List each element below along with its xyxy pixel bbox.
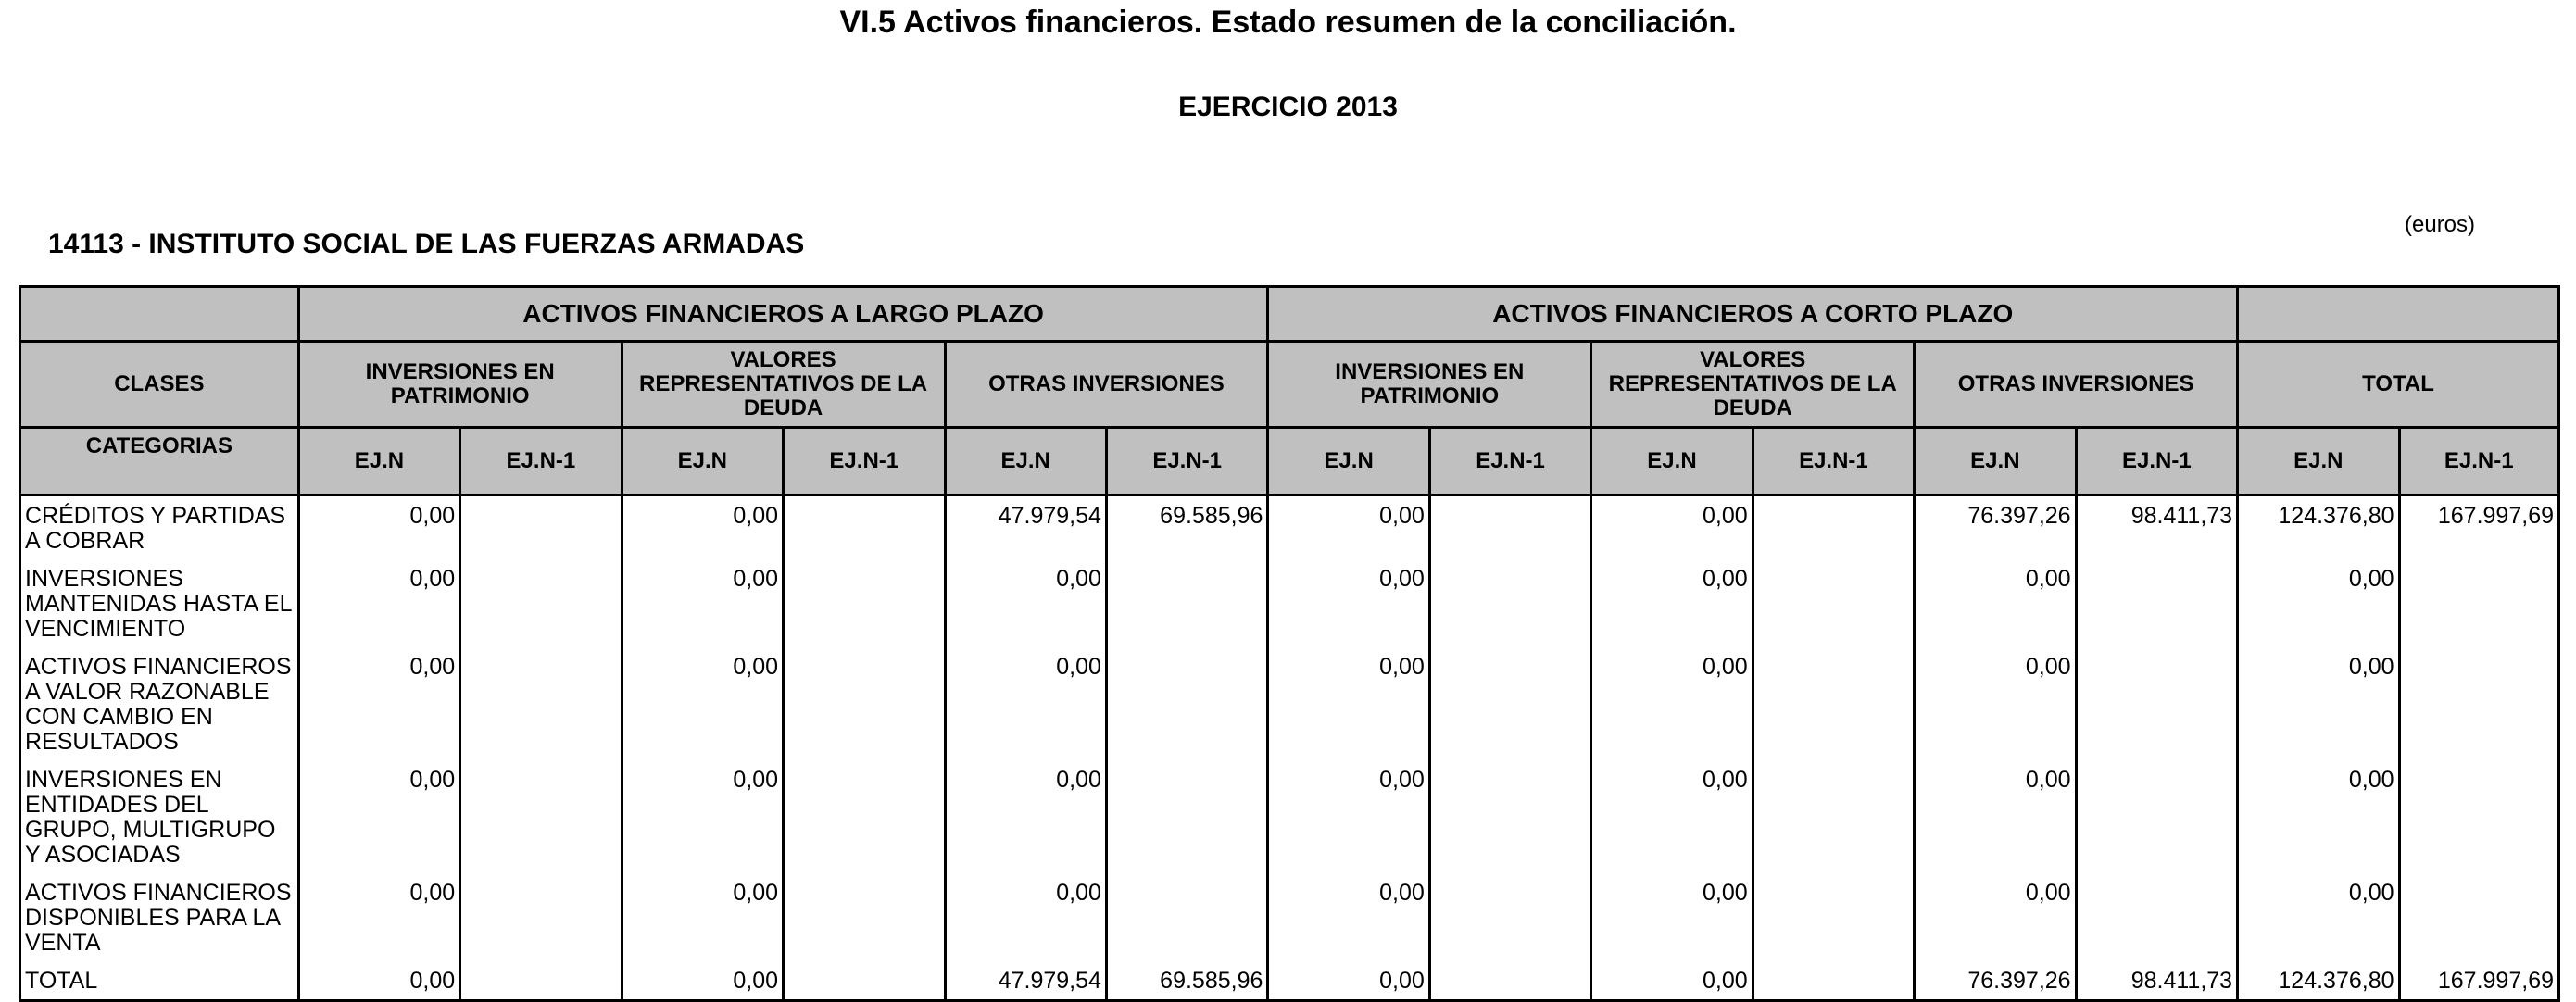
row-category-label: TOTAL	[20, 961, 299, 1001]
value-cell	[2076, 647, 2238, 760]
value-cell: 47.979,54	[945, 495, 1106, 560]
header-lt-equity: INVERSIONES EN PATRIMONIO	[298, 342, 622, 428]
value-cell: 98.411,73	[2076, 495, 2238, 560]
value-cell	[2399, 760, 2558, 873]
value-cell: 124.376,80	[2238, 495, 2399, 560]
value-cell: 0,00	[945, 760, 1106, 873]
header-year-current: EJ.N	[622, 428, 783, 495]
value-cell: 0,00	[1915, 559, 2076, 647]
value-cell	[460, 647, 622, 760]
header-lt-other: OTRAS INVERSIONES	[945, 342, 1268, 428]
table-row	[20, 559, 2559, 647]
header-year-current: EJ.N	[1268, 428, 1429, 495]
value-cell	[460, 961, 622, 1001]
header-year-current: EJ.N	[298, 428, 459, 495]
value-cell: 0,00	[1268, 495, 1429, 560]
header-year-current: EJ.N	[2238, 428, 2399, 495]
value-cell: 0,00	[2238, 873, 2399, 961]
fiscal-year: EJERCICIO 2013	[1178, 92, 1398, 122]
header-clases: CLASES	[20, 342, 299, 428]
value-cell	[460, 559, 622, 647]
value-cell	[784, 495, 945, 560]
currency-units: (euros)	[2405, 212, 2476, 237]
header-year-previous: EJ.N-1	[784, 428, 945, 495]
row-category-label: ACTIVOS FINANCIEROS DISPONIBLES PARA LA VENTA	[20, 873, 299, 961]
value-cell: 0,00	[622, 760, 783, 873]
value-cell: 0,00	[298, 760, 459, 873]
value-cell	[1429, 647, 1590, 760]
header-st-other: OTRAS INVERSIONES	[1915, 342, 2238, 428]
value-cell: 167.997,69	[2399, 495, 2558, 560]
value-cell	[1106, 647, 1267, 760]
value-cell: 0,00	[1591, 647, 1753, 760]
value-cell: 0,00	[298, 495, 459, 560]
value-cell: 47.979,54	[945, 961, 1106, 1001]
value-cell: 0,00	[1268, 873, 1429, 961]
value-cell	[1753, 961, 1914, 1001]
value-cell: 124.376,80	[2238, 961, 2399, 1001]
value-cell	[784, 760, 945, 873]
value-cell	[1753, 873, 1914, 961]
value-cell	[784, 873, 945, 961]
header-blank-right	[2238, 287, 2559, 342]
value-cell	[784, 647, 945, 760]
header-year-current: EJ.N	[1915, 428, 2076, 495]
value-cell: 0,00	[1268, 961, 1429, 1001]
value-cell	[1106, 873, 1267, 961]
value-cell: 0,00	[2238, 760, 2399, 873]
value-cell	[2076, 873, 2238, 961]
row-category-label: INVERSIONES MANTENIDAS HASTA EL VENCIMIENTO	[20, 559, 299, 647]
reconciliation-table	[19, 285, 2560, 1002]
value-cell: 0,00	[622, 495, 783, 560]
table-row	[20, 495, 2559, 560]
value-cell: 0,00	[298, 961, 459, 1001]
value-cell: 0,00	[1591, 873, 1753, 961]
value-cell: 0,00	[1268, 647, 1429, 760]
entity-name: 14113 - INSTITUTO SOCIAL DE LAS FUERZAS ARMADAS	[48, 229, 805, 259]
value-cell	[1753, 559, 1914, 647]
value-cell: 0,00	[1268, 559, 1429, 647]
value-cell	[1753, 495, 1914, 560]
header-year-previous: EJ.N-1	[1429, 428, 1590, 495]
value-cell: 0,00	[1915, 647, 2076, 760]
value-cell	[2076, 559, 2238, 647]
value-cell	[460, 495, 622, 560]
value-cell	[1753, 760, 1914, 873]
header-year-previous: EJ.N-1	[2399, 428, 2558, 495]
value-cell: 0,00	[2238, 647, 2399, 760]
value-cell	[1106, 760, 1267, 873]
value-cell: 0,00	[945, 559, 1106, 647]
header-lt-debt: VALORES REPRESENTATIVOS DE LA DEUDA	[622, 342, 945, 428]
value-cell: 0,00	[2238, 559, 2399, 647]
value-cell	[2399, 559, 2558, 647]
value-cell: 0,00	[298, 647, 459, 760]
value-cell: 0,00	[622, 559, 783, 647]
value-cell	[1106, 559, 1267, 647]
value-cell: 0,00	[1591, 495, 1753, 560]
value-cell: 0,00	[1591, 760, 1753, 873]
value-cell	[1753, 647, 1914, 760]
header-year-current: EJ.N	[945, 428, 1106, 495]
table-row	[20, 873, 2559, 961]
row-category-label: CRÉDITOS Y PARTIDAS A COBRAR	[20, 495, 299, 560]
table-row	[20, 647, 2559, 760]
value-cell: 0,00	[1268, 760, 1429, 873]
header-year-previous: EJ.N-1	[1753, 428, 1914, 495]
value-cell	[1429, 559, 1590, 647]
value-cell	[784, 961, 945, 1001]
value-cell: 0,00	[1591, 559, 1753, 647]
value-cell: 0,00	[622, 873, 783, 961]
value-cell	[1429, 760, 1590, 873]
row-category-label: ACTIVOS FINANCIEROS A VALOR RAZONABLE CON CAMBIO EN RESULTADOS	[20, 647, 299, 760]
value-cell	[2076, 760, 2238, 873]
table-row	[20, 961, 2559, 1001]
value-cell	[460, 760, 622, 873]
value-cell: 69.585,96	[1106, 495, 1267, 560]
value-cell: 76.397,26	[1915, 495, 2076, 560]
header-st-debt: VALORES REPRESENTATIVOS DE LA DEUDA	[1591, 342, 1915, 428]
value-cell: 69.585,96	[1106, 961, 1267, 1001]
header-st-equity: INVERSIONES EN PATRIMONIO	[1268, 342, 1591, 428]
value-cell: 0,00	[1591, 961, 1753, 1001]
value-cell	[460, 873, 622, 961]
value-cell: 0,00	[298, 873, 459, 961]
value-cell: 0,00	[945, 873, 1106, 961]
page-title: VI.5 Activos financieros. Estado resumen de la conciliación.	[839, 5, 1737, 40]
header-year-previous: EJ.N-1	[460, 428, 622, 495]
value-cell: 98.411,73	[2076, 961, 2238, 1001]
value-cell	[784, 559, 945, 647]
value-cell	[1429, 873, 1590, 961]
value-cell: 76.397,26	[1915, 961, 2076, 1001]
value-cell: 0,00	[298, 559, 459, 647]
table-row	[20, 760, 2559, 873]
header-year-previous: EJ.N-1	[2076, 428, 2238, 495]
value-cell: 0,00	[1915, 873, 2076, 961]
value-cell: 0,00	[945, 647, 1106, 760]
header-categorias: CATEGORIAS	[20, 428, 299, 495]
value-cell	[2399, 873, 2558, 961]
header-long-term: ACTIVOS FINANCIEROS A LARGO PLAZO	[298, 287, 1268, 342]
value-cell: 0,00	[622, 647, 783, 760]
header-year-previous: EJ.N-1	[1106, 428, 1267, 495]
header-blank-left	[20, 287, 299, 342]
value-cell	[1429, 961, 1590, 1001]
value-cell: 0,00	[1915, 760, 2076, 873]
header-year-current: EJ.N	[1591, 428, 1753, 495]
row-category-label: INVERSIONES EN ENTIDADES DEL GRUPO, MULTIGRUPO Y ASOCIADAS	[20, 760, 299, 873]
value-cell: 0,00	[622, 961, 783, 1001]
value-cell	[2399, 647, 2558, 760]
value-cell	[1429, 495, 1590, 560]
header-total: TOTAL	[2238, 342, 2559, 428]
value-cell: 167.997,69	[2399, 961, 2558, 1001]
header-short-term: ACTIVOS FINANCIEROS A CORTO PLAZO	[1268, 287, 2238, 342]
